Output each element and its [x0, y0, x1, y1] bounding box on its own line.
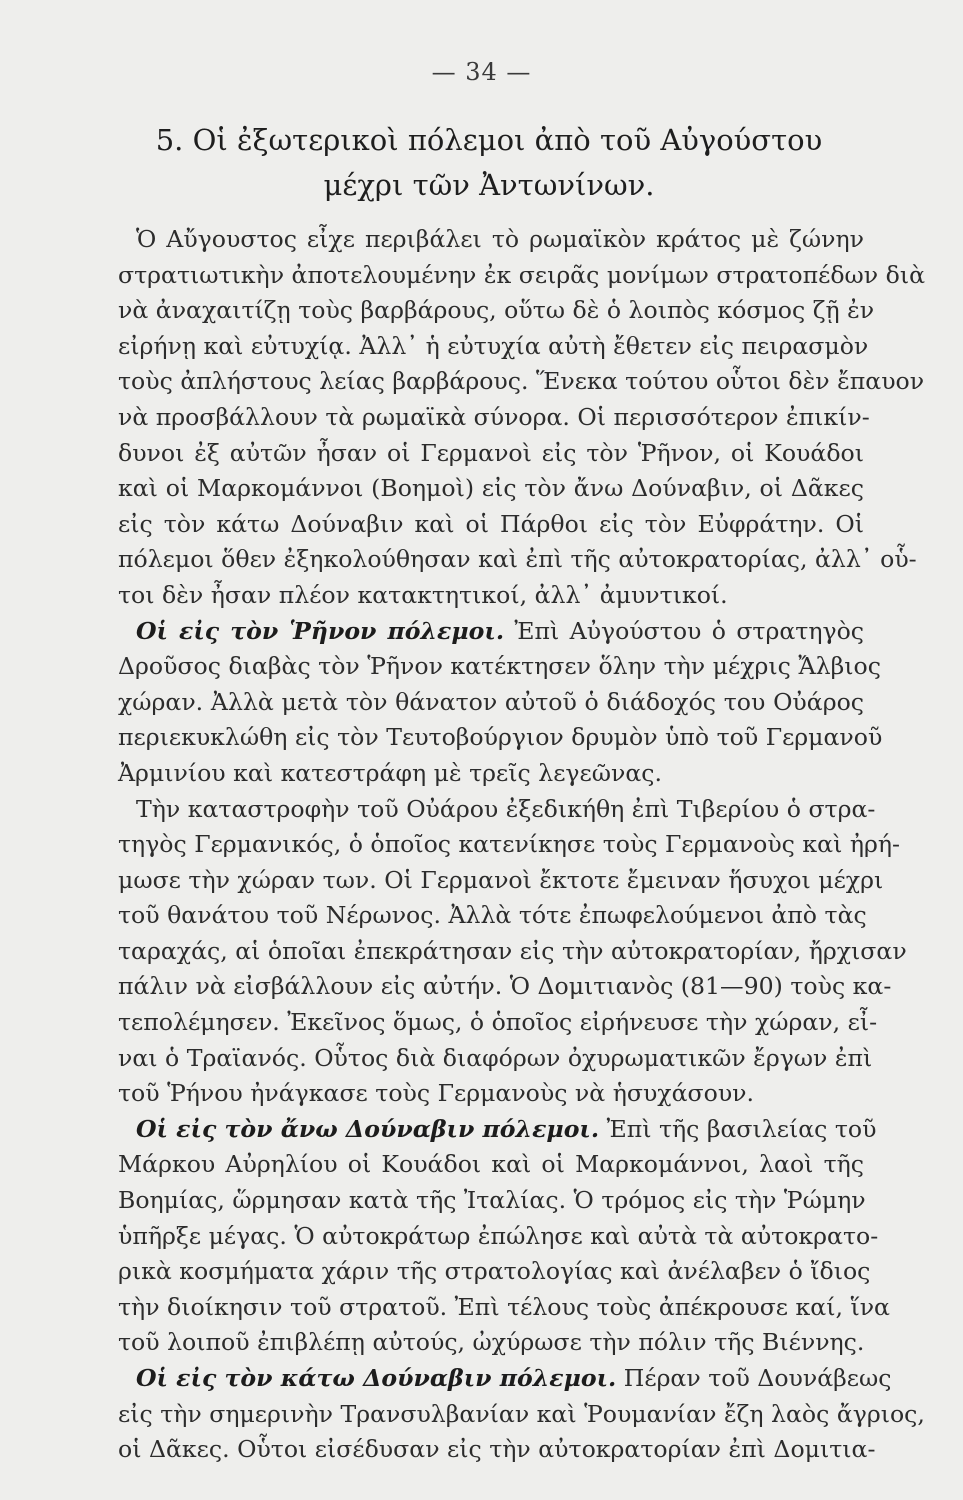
text-line: Ἀρμινίου καὶ κατεστράφη μὲ τρεῖς λεγεῶνας.: [118, 758, 662, 787]
text-line: νὰ ἀναχαιτίζῃ τοὺς βαρβάρους, οὕτω δὲ ὁ λοιπὸς κόσμος ζῇ ἐν: [118, 296, 875, 325]
body-text: [118, 222, 926, 1468]
text-line: εἰρήνῃ καὶ εὐτυχίᾳ. Ἀλλ᾿ ἡ εὐτυχία αὐτὴ ἔθετεν εἰς πειρασμὸν: [118, 331, 869, 360]
text-line: νὰ προσβάλλουν τὰ ρωμαϊκὰ σύνορα. Οἱ περισσότερον ἐπικίν-: [118, 402, 870, 431]
text-line: τοῦ λοιποῦ ἐπιβλέπῃ αὐτούς, ὠχύρωσε τὴν πόλιν τῆς Βιέννης.: [118, 1328, 865, 1357]
text-line: πάλιν νὰ εἰσβάλλουν εἰς αὐτήν. Ὁ Δομιτιανὸς (81—90) τοὺς κα-: [118, 972, 892, 1001]
text-line: δυνοι ἐξ αὐτῶν ἦσαν οἱ Γερμανοὶ εἰς τὸν Ῥῆνον, οἱ Κουάδοι: [118, 438, 864, 467]
text-line: τοι δὲν ἦσαν πλέον κατακτητικοί, ἀλλ᾿ ἀμυντικοί.: [118, 580, 728, 609]
text-line: ρικὰ κοσμήματα χάριν τῆς στρατολογίας καὶ ἀνέλαβεν ὁ ἴδιος: [118, 1257, 871, 1286]
text-line: τὴν διοίκησιν τοῦ στρατοῦ. Ἐπὶ τέλους τοὺς ἀπέκρουσε καί, ἵνα: [118, 1292, 890, 1321]
text-line: τοῦ θανάτου τοῦ Νέρωνος. Ἀλλὰ τότε ἐπωφελούμενοι ἀπὸ τὰς: [118, 901, 867, 930]
text-line: χώραν. Ἀλλὰ μετὰ τὸν θάνατον αὐτοῦ ὁ διάδοχός του Οὐάρος: [118, 687, 864, 716]
text-line: Δροῦσος διαβὰς τὸν Ῥῆνον κατέκτησεν ὅλην τὴν μέχρις Ἄλβιος: [118, 652, 881, 681]
text-line: στρατιωτικὴν ἀποτελουμένην ἐκ σειρᾶς μονίμων στρατοπέδων διὰ: [118, 260, 926, 289]
text-line: εἰς τὸν κάτω Δούναβιν καὶ οἱ Πάρθοι εἰς τὸν Εὐφράτην. Οἱ: [118, 509, 864, 538]
text-line: Τὴν καταστροφὴν τοῦ Οὐάρου ἐξεδικήθη ἐπὶ Τιβερίου ὁ στρα-: [136, 794, 876, 823]
section-heading-lower-danube: Οἱ εἰς τὸν κάτω Δούναβιν πόλεμοι.: [136, 1364, 617, 1392]
text-line: Οἱ εἰς τὸν Ῥῆνον πόλεμοι. Ἐπὶ Αὐγούστου ὁ στρατηγὸς: [136, 616, 864, 645]
text-line: ταραχάς, αἱ ὁποῖαι ἐπεκράτησαν εἰς τὴν αὐτοκρατορίαν, ἤρχισαν: [118, 936, 907, 965]
text-line: Βοημίας, ὥρμησαν κατὰ τῆς Ἰταλίας. Ὁ τρόμος εἰς τὴν Ῥώμην: [118, 1186, 866, 1215]
text-line: καὶ οἱ Μαρκομάννοι (Βοημοὶ) εἰς τὸν ἄνω Δούναβιν, οἱ Δᾶκες: [118, 474, 864, 503]
text-line: Ὁ Αὔγουστος εἶχε περιβάλει τὸ ρωμαϊκὸν κράτος μὲ ζώνην: [136, 225, 864, 253]
text-line: τοὺς ἀπλήστους λείας βαρβάρους. Ἕνεκα τούτου οὗτοι δὲν ἔπαυον: [118, 367, 925, 396]
text-line: οἱ Δᾶκες. Οὗτοι εἰσέδυσαν εἰς τὴν αὐτοκρατορίαν ἐπὶ Δομιτια-: [118, 1435, 876, 1464]
text-line: μωσε τὴν χώραν των. Οἱ Γερμανοὶ ἔκτοτε ἔμειναν ἥσυχοι μέχρι: [118, 865, 884, 894]
text-line: Μάρκου Αὐρηλίου οἱ Κουάδοι καὶ οἱ Μαρκομάννοι, λαοὶ τῆς: [118, 1150, 864, 1179]
chapter-title-line-2: μέχρι τῶν Ἀντωνίνων.: [323, 168, 655, 202]
text-line: τοῦ Ῥήνου ἠνάγκασε τοὺς Γερμανοὺς νὰ ἡσυχάσουν.: [118, 1079, 755, 1108]
chapter-title: [118, 118, 860, 208]
text-line: ναι ὁ Τραϊανός. Οὗτος διὰ διαφόρων ὀχυρωματικῶν ἔργων ἐπὶ: [118, 1043, 873, 1072]
text-line: εἰς τὴν σημερινὴν Τρανσυλβανίαν καὶ Ῥουμανίαν ἔζη λαὸς ἄγριος,: [118, 1399, 925, 1428]
text-line: τεπολέμησεν. Ἐκεῖνος ὅμως, ὁ ὁποῖος εἰρήνευσε τὴν χώραν, εἶ-: [118, 1008, 878, 1037]
section-heading-rhine: Οἱ εἰς τὸν Ῥῆνον πόλεμοι.: [136, 616, 505, 645]
page-number: — 34 —: [431, 58, 532, 86]
text-line: περιεκυκλώθη εἰς τὸν Τευτοβούργιον δρυμὸν ὑπὸ τοῦ Γερμανοῦ: [118, 723, 883, 752]
text-line: πόλεμοι ὅθεν ἐξηκολούθησαν καὶ ἐπὶ τῆς αὐτοκρατορίας, ἀλλ᾿ οὗ-: [118, 545, 917, 574]
section-heading-upper-danube: Οἱ εἰς τὸν ἄνω Δούναβιν πόλεμοι.: [136, 1114, 600, 1143]
chapter-title-line-1: 5. Οἱ ἐξωτερικοὶ πόλεμοι ἀπὸ τοῦ Αὐγούστου: [155, 123, 823, 157]
text-line: τηγὸς Γερμανικός, ὁ ὁποῖος κατενίκησε τοὺς Γερμανοὺς καὶ ἠρή-: [118, 830, 900, 859]
text-line: ὑπῆρξε μέγας. Ὁ αὐτοκράτωρ ἐπώλησε καὶ αὐτὰ τὰ αὐτοκρατο-: [118, 1221, 879, 1250]
text-line: Οἱ εἰς τὸν κάτω Δούναβιν πόλεμοι. Πέραν τοῦ Δουνάβεως: [136, 1364, 892, 1392]
text-line: Οἱ εἰς τὸν ἄνω Δούναβιν πόλεμοι. Ἐπὶ τῆς βασιλείας τοῦ: [136, 1114, 877, 1143]
